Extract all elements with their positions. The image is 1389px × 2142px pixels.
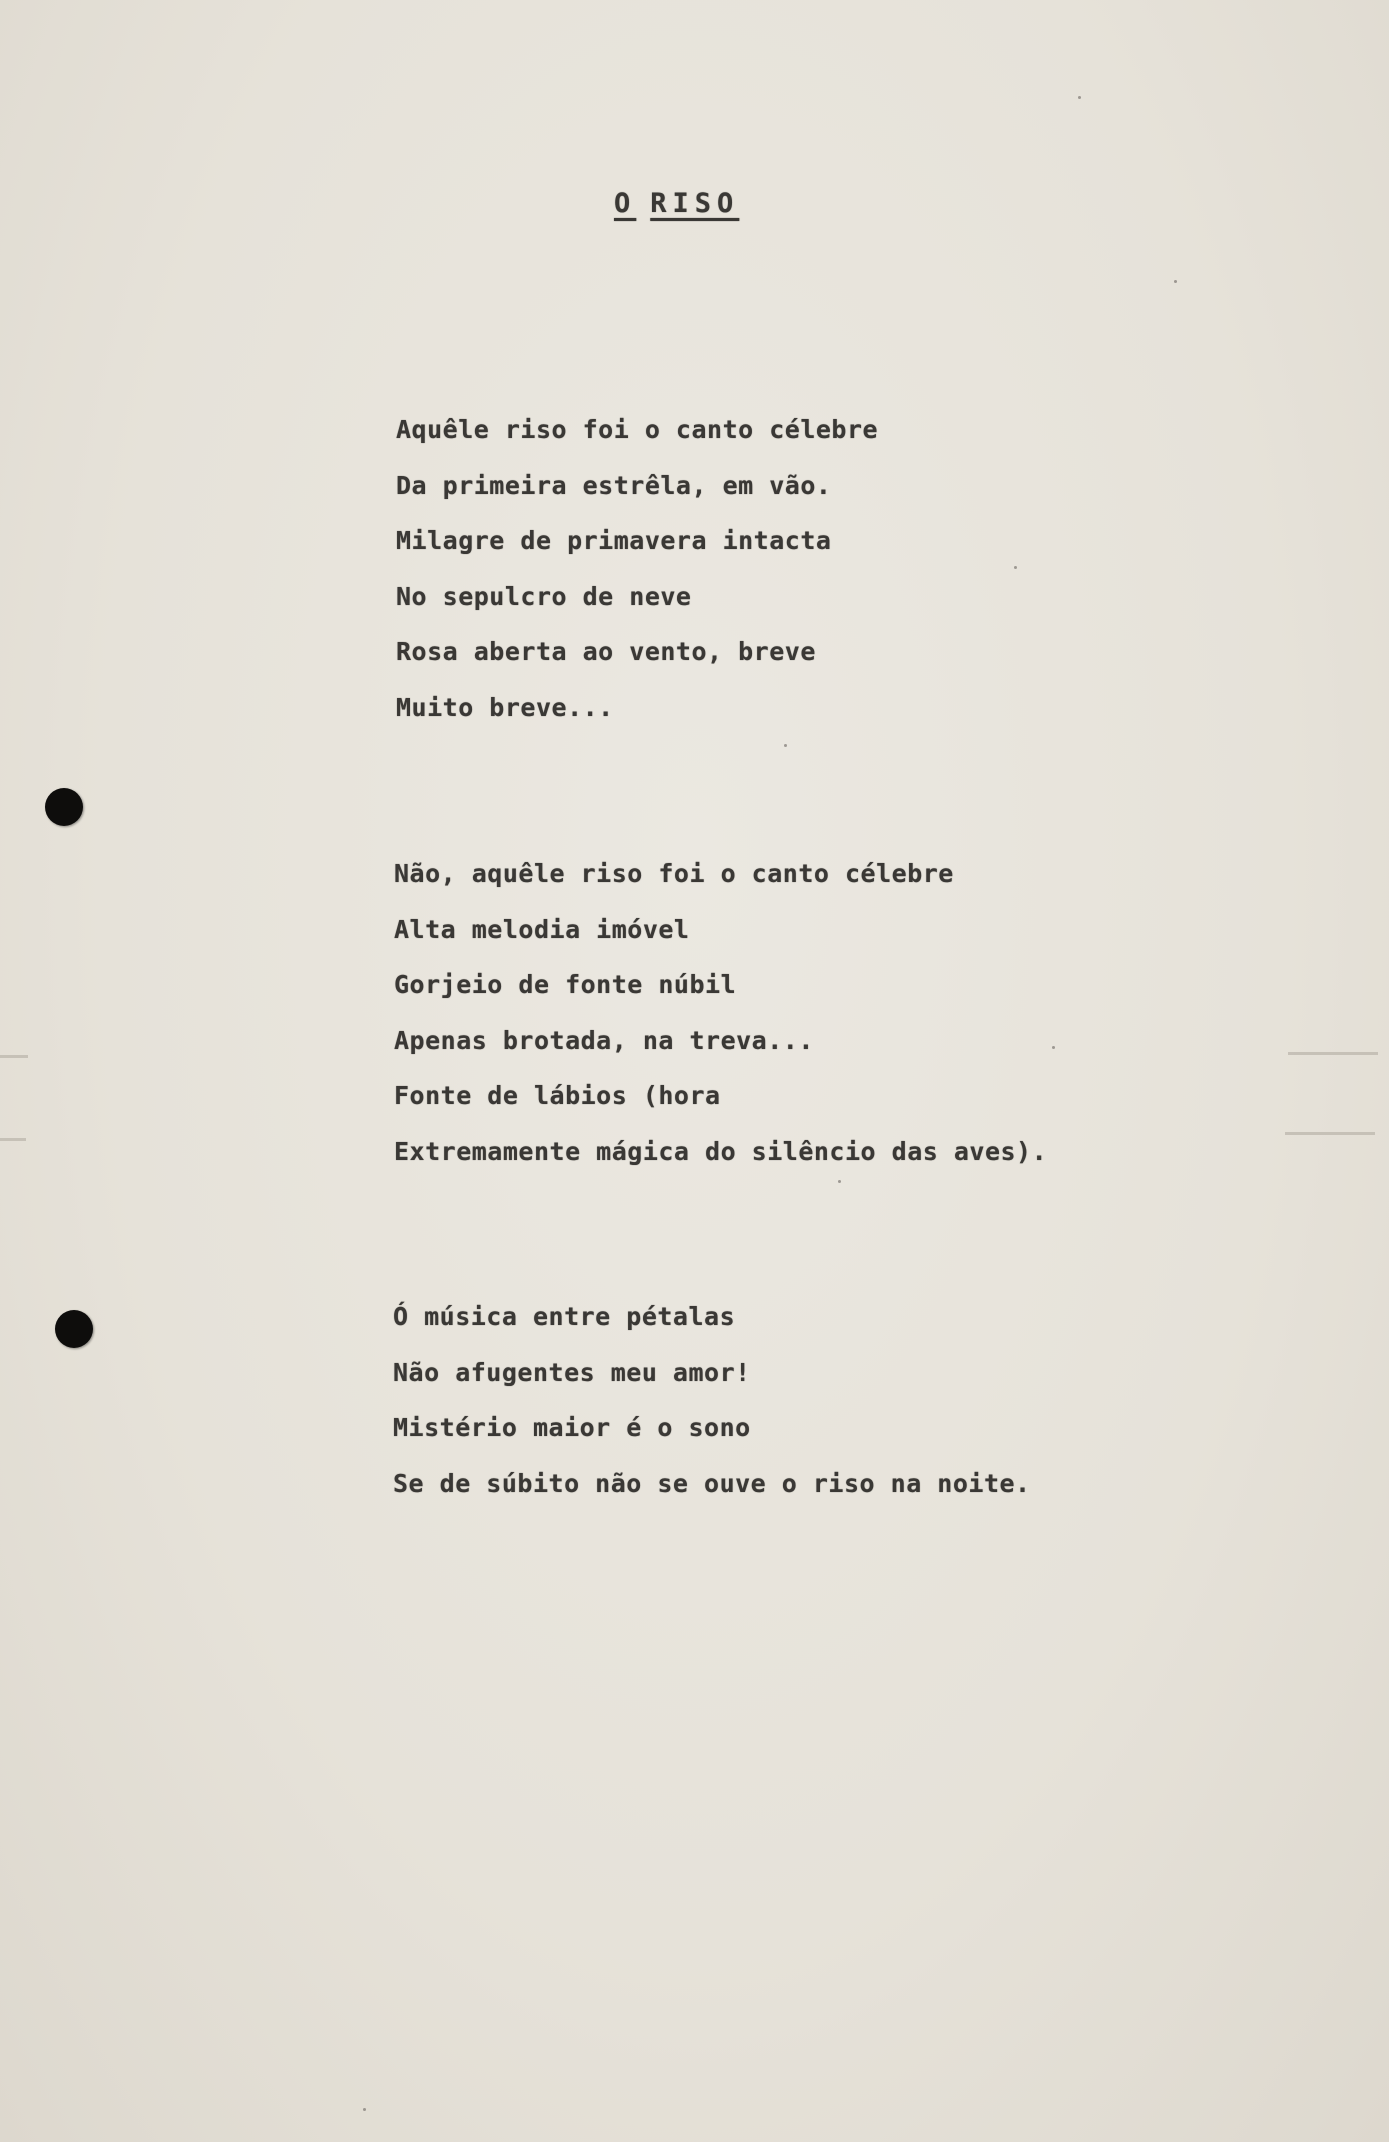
paper-speck xyxy=(838,1180,841,1183)
edge-mark xyxy=(0,1138,26,1141)
paper-speck xyxy=(363,2108,366,2111)
verse-line: Gorjeio de fonte núbil xyxy=(394,970,737,999)
verse-line: Mistério maior é o sono xyxy=(393,1413,751,1442)
verse-line: Da primeira estrêla, em vão. xyxy=(396,470,832,500)
verse-line: Milagre de primavera intacta xyxy=(396,526,832,555)
title-article: O xyxy=(614,188,637,219)
stanza-2 xyxy=(394,846,1047,1179)
verse-line: Alta melodia imóvel xyxy=(394,914,690,944)
stanza-3 xyxy=(393,1289,1031,1511)
edge-mark xyxy=(1288,1052,1378,1055)
verse-line: Não, aquêle riso foi o canto célebre xyxy=(394,859,954,888)
edge-mark xyxy=(1285,1132,1375,1135)
verse-line: Apenas brotada, na treva... xyxy=(394,1025,814,1055)
paper-speck xyxy=(784,744,787,747)
verse-line: Muito breve... xyxy=(396,692,614,722)
verse-line: Fonte de lábios (hora xyxy=(394,1081,721,1110)
paper-speck xyxy=(1078,96,1081,99)
stanza-1 xyxy=(396,402,878,735)
verse-line: Rosa aberta ao vento, breve xyxy=(396,637,816,666)
paper-speck xyxy=(1174,280,1177,283)
paper-speck xyxy=(1052,1046,1055,1049)
verse-line: No sepulcro de neve xyxy=(396,581,692,611)
verse-line: Não afugentes meu amor! xyxy=(393,1357,751,1387)
verse-line: Extremamente mágica do silêncio das aves). xyxy=(394,1136,1048,1166)
verse-line: Aquêle riso foi o canto célebre xyxy=(396,415,879,444)
paper-speck xyxy=(1014,566,1017,569)
edge-mark xyxy=(0,1055,28,1058)
punch-hole xyxy=(55,1310,93,1348)
title-word: RISO xyxy=(650,188,740,219)
verse-line: Se de súbito não se ouve o riso na noite. xyxy=(393,1468,1031,1498)
poem-title xyxy=(614,188,739,219)
punch-hole xyxy=(45,788,83,826)
verse-line: Ó música entre pétalas xyxy=(393,1302,736,1331)
